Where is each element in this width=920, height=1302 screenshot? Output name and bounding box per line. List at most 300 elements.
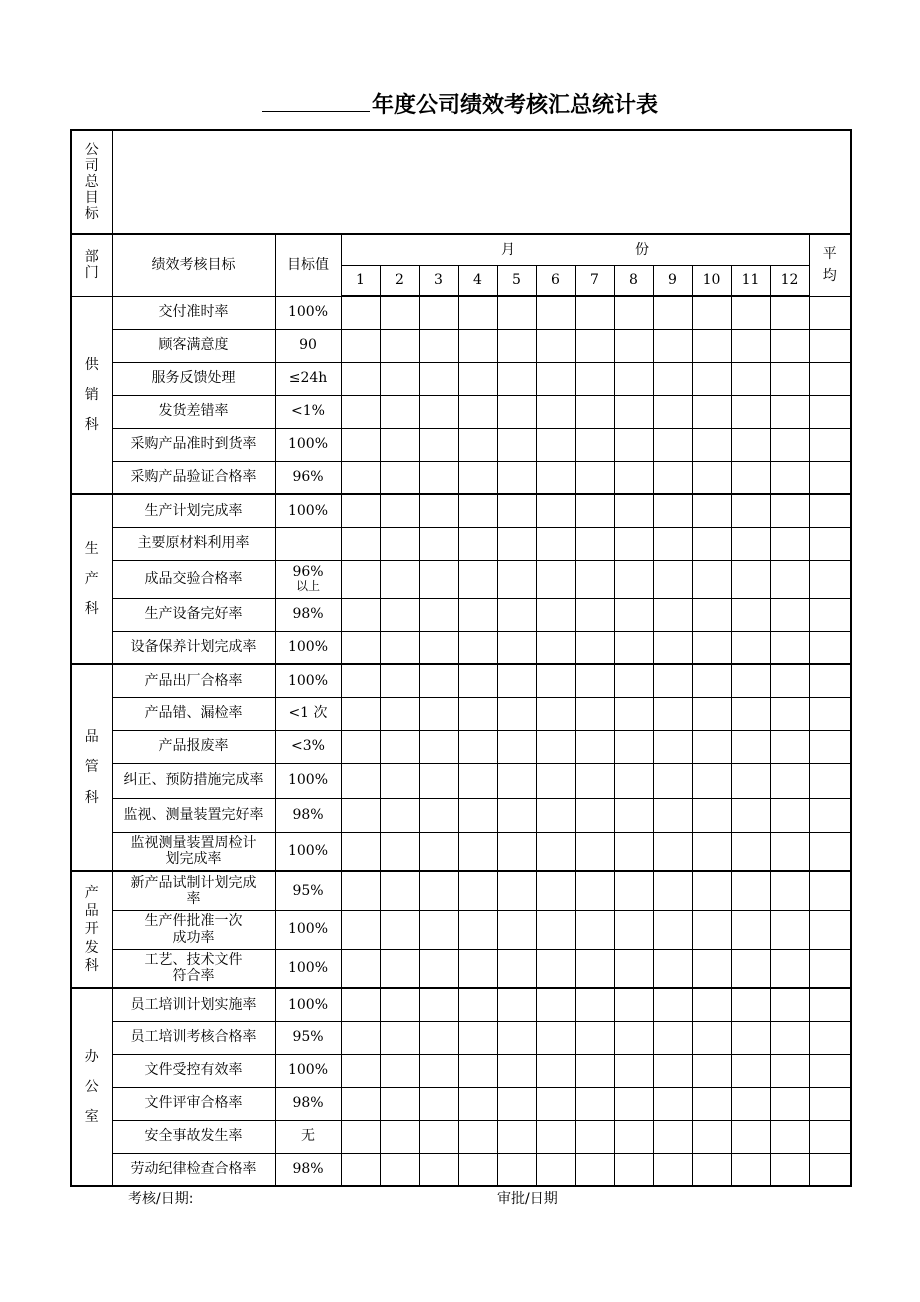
month-value-cell[interactable] bbox=[770, 428, 809, 461]
month-value-cell[interactable] bbox=[380, 329, 419, 362]
month-value-cell[interactable] bbox=[770, 560, 809, 598]
month-value-cell[interactable] bbox=[692, 798, 731, 832]
month-value-cell[interactable] bbox=[380, 832, 419, 871]
month-value-cell[interactable] bbox=[419, 988, 458, 1021]
month-value-cell[interactable] bbox=[575, 1120, 614, 1153]
month-value-cell[interactable] bbox=[653, 664, 692, 697]
month-value-cell[interactable] bbox=[458, 428, 497, 461]
month-value-cell[interactable] bbox=[731, 296, 770, 329]
average-cell[interactable] bbox=[809, 1087, 851, 1120]
month-value-cell[interactable] bbox=[497, 428, 536, 461]
month-value-cell[interactable] bbox=[497, 730, 536, 763]
month-value-cell[interactable] bbox=[653, 494, 692, 527]
month-value-cell[interactable] bbox=[575, 730, 614, 763]
month-value-cell[interactable] bbox=[380, 1153, 419, 1186]
average-cell[interactable] bbox=[809, 910, 851, 949]
month-value-cell[interactable] bbox=[458, 910, 497, 949]
month-value-cell[interactable] bbox=[575, 560, 614, 598]
month-value-cell[interactable] bbox=[341, 362, 380, 395]
month-value-cell[interactable] bbox=[770, 871, 809, 910]
month-value-cell[interactable] bbox=[536, 871, 575, 910]
month-value-cell[interactable] bbox=[731, 527, 770, 560]
month-value-cell[interactable] bbox=[341, 527, 380, 560]
month-value-cell[interactable] bbox=[419, 631, 458, 664]
month-value-cell[interactable] bbox=[614, 664, 653, 697]
month-value-cell[interactable] bbox=[536, 428, 575, 461]
month-value-cell[interactable] bbox=[770, 763, 809, 798]
month-value-cell[interactable] bbox=[731, 1120, 770, 1153]
month-value-cell[interactable] bbox=[536, 697, 575, 730]
month-value-cell[interactable] bbox=[341, 871, 380, 910]
month-value-cell[interactable] bbox=[692, 494, 731, 527]
month-value-cell[interactable] bbox=[614, 598, 653, 631]
month-value-cell[interactable] bbox=[458, 296, 497, 329]
month-value-cell[interactable] bbox=[497, 697, 536, 730]
average-cell[interactable] bbox=[809, 461, 851, 494]
month-value-cell[interactable] bbox=[692, 560, 731, 598]
average-cell[interactable] bbox=[809, 428, 851, 461]
month-value-cell[interactable] bbox=[341, 832, 380, 871]
month-value-cell[interactable] bbox=[692, 1153, 731, 1186]
average-cell[interactable] bbox=[809, 296, 851, 329]
month-value-cell[interactable] bbox=[692, 1120, 731, 1153]
month-value-cell[interactable] bbox=[653, 1054, 692, 1087]
month-value-cell[interactable] bbox=[692, 730, 731, 763]
month-value-cell[interactable] bbox=[380, 910, 419, 949]
average-cell[interactable] bbox=[809, 598, 851, 631]
month-value-cell[interactable] bbox=[653, 395, 692, 428]
average-cell[interactable] bbox=[809, 527, 851, 560]
month-value-cell[interactable] bbox=[653, 1021, 692, 1054]
month-value-cell[interactable] bbox=[419, 461, 458, 494]
month-value-cell[interactable] bbox=[536, 362, 575, 395]
month-value-cell[interactable] bbox=[419, 871, 458, 910]
month-value-cell[interactable] bbox=[653, 296, 692, 329]
month-value-cell[interactable] bbox=[419, 1087, 458, 1120]
month-value-cell[interactable] bbox=[731, 1087, 770, 1120]
month-value-cell[interactable] bbox=[731, 988, 770, 1021]
month-value-cell[interactable] bbox=[380, 560, 419, 598]
month-value-cell[interactable] bbox=[575, 798, 614, 832]
month-value-cell[interactable] bbox=[692, 910, 731, 949]
month-value-cell[interactable] bbox=[653, 988, 692, 1021]
month-value-cell[interactable] bbox=[614, 1087, 653, 1120]
month-value-cell[interactable] bbox=[458, 329, 497, 362]
month-value-cell[interactable] bbox=[692, 395, 731, 428]
month-value-cell[interactable] bbox=[614, 560, 653, 598]
month-value-cell[interactable] bbox=[770, 631, 809, 664]
company-goal-cell[interactable] bbox=[112, 130, 851, 234]
month-value-cell[interactable] bbox=[692, 1087, 731, 1120]
month-value-cell[interactable] bbox=[380, 1120, 419, 1153]
month-value-cell[interactable] bbox=[770, 362, 809, 395]
month-value-cell[interactable] bbox=[458, 730, 497, 763]
month-value-cell[interactable] bbox=[614, 871, 653, 910]
month-value-cell[interactable] bbox=[458, 560, 497, 598]
month-value-cell[interactable] bbox=[380, 428, 419, 461]
month-value-cell[interactable] bbox=[731, 910, 770, 949]
month-value-cell[interactable] bbox=[419, 598, 458, 631]
month-value-cell[interactable] bbox=[536, 730, 575, 763]
month-value-cell[interactable] bbox=[458, 871, 497, 910]
month-value-cell[interactable] bbox=[770, 832, 809, 871]
month-value-cell[interactable] bbox=[497, 871, 536, 910]
month-value-cell[interactable] bbox=[380, 461, 419, 494]
month-value-cell[interactable] bbox=[653, 527, 692, 560]
month-value-cell[interactable] bbox=[536, 461, 575, 494]
month-value-cell[interactable] bbox=[575, 395, 614, 428]
average-cell[interactable] bbox=[809, 798, 851, 832]
month-value-cell[interactable] bbox=[380, 988, 419, 1021]
month-value-cell[interactable] bbox=[536, 832, 575, 871]
month-value-cell[interactable] bbox=[731, 428, 770, 461]
month-value-cell[interactable] bbox=[731, 1021, 770, 1054]
month-value-cell[interactable] bbox=[341, 631, 380, 664]
month-value-cell[interactable] bbox=[497, 461, 536, 494]
month-value-cell[interactable] bbox=[692, 871, 731, 910]
month-value-cell[interactable] bbox=[692, 664, 731, 697]
month-value-cell[interactable] bbox=[536, 798, 575, 832]
month-value-cell[interactable] bbox=[614, 428, 653, 461]
month-value-cell[interactable] bbox=[692, 631, 731, 664]
month-value-cell[interactable] bbox=[419, 1153, 458, 1186]
month-value-cell[interactable] bbox=[458, 798, 497, 832]
month-value-cell[interactable] bbox=[419, 763, 458, 798]
month-value-cell[interactable] bbox=[770, 527, 809, 560]
month-value-cell[interactable] bbox=[497, 910, 536, 949]
month-value-cell[interactable] bbox=[575, 1021, 614, 1054]
month-value-cell[interactable] bbox=[692, 697, 731, 730]
average-cell[interactable] bbox=[809, 1021, 851, 1054]
month-value-cell[interactable] bbox=[653, 560, 692, 598]
month-value-cell[interactable] bbox=[380, 527, 419, 560]
month-value-cell[interactable] bbox=[536, 598, 575, 631]
month-value-cell[interactable] bbox=[341, 1087, 380, 1120]
month-value-cell[interactable] bbox=[731, 798, 770, 832]
month-value-cell[interactable] bbox=[380, 1021, 419, 1054]
month-value-cell[interactable] bbox=[419, 494, 458, 527]
month-value-cell[interactable] bbox=[458, 763, 497, 798]
average-cell[interactable] bbox=[809, 1153, 851, 1186]
month-value-cell[interactable] bbox=[614, 296, 653, 329]
month-value-cell[interactable] bbox=[458, 697, 497, 730]
month-value-cell[interactable] bbox=[653, 428, 692, 461]
month-value-cell[interactable] bbox=[458, 988, 497, 1021]
month-value-cell[interactable] bbox=[419, 798, 458, 832]
month-value-cell[interactable] bbox=[770, 1153, 809, 1186]
month-value-cell[interactable] bbox=[380, 1054, 419, 1087]
month-value-cell[interactable] bbox=[458, 527, 497, 560]
month-value-cell[interactable] bbox=[458, 1054, 497, 1087]
month-value-cell[interactable] bbox=[575, 461, 614, 494]
month-value-cell[interactable] bbox=[614, 631, 653, 664]
average-cell[interactable] bbox=[809, 730, 851, 763]
month-value-cell[interactable] bbox=[497, 1153, 536, 1186]
month-value-cell[interactable] bbox=[614, 763, 653, 798]
month-value-cell[interactable] bbox=[458, 494, 497, 527]
month-value-cell[interactable] bbox=[692, 527, 731, 560]
month-value-cell[interactable] bbox=[770, 395, 809, 428]
average-cell[interactable] bbox=[809, 988, 851, 1021]
month-value-cell[interactable] bbox=[497, 329, 536, 362]
average-cell[interactable] bbox=[809, 362, 851, 395]
month-value-cell[interactable] bbox=[731, 329, 770, 362]
month-value-cell[interactable] bbox=[731, 871, 770, 910]
month-value-cell[interactable] bbox=[380, 871, 419, 910]
month-value-cell[interactable] bbox=[497, 560, 536, 598]
month-value-cell[interactable] bbox=[380, 730, 419, 763]
month-value-cell[interactable] bbox=[614, 832, 653, 871]
average-cell[interactable] bbox=[809, 494, 851, 527]
month-value-cell[interactable] bbox=[536, 910, 575, 949]
month-value-cell[interactable] bbox=[575, 763, 614, 798]
month-value-cell[interactable] bbox=[341, 910, 380, 949]
month-value-cell[interactable] bbox=[770, 949, 809, 988]
month-value-cell[interactable] bbox=[614, 329, 653, 362]
month-value-cell[interactable] bbox=[458, 362, 497, 395]
average-cell[interactable] bbox=[809, 697, 851, 730]
month-value-cell[interactable] bbox=[419, 1021, 458, 1054]
month-value-cell[interactable] bbox=[575, 832, 614, 871]
month-value-cell[interactable] bbox=[341, 1120, 380, 1153]
month-value-cell[interactable] bbox=[419, 329, 458, 362]
month-value-cell[interactable] bbox=[614, 494, 653, 527]
month-value-cell[interactable] bbox=[770, 1054, 809, 1087]
month-value-cell[interactable] bbox=[575, 296, 614, 329]
month-value-cell[interactable] bbox=[536, 395, 575, 428]
average-cell[interactable] bbox=[809, 395, 851, 428]
month-value-cell[interactable] bbox=[341, 664, 380, 697]
average-cell[interactable] bbox=[809, 631, 851, 664]
month-value-cell[interactable] bbox=[614, 1120, 653, 1153]
month-value-cell[interactable] bbox=[614, 697, 653, 730]
month-value-cell[interactable] bbox=[458, 631, 497, 664]
month-value-cell[interactable] bbox=[575, 329, 614, 362]
month-value-cell[interactable] bbox=[341, 598, 380, 631]
month-value-cell[interactable] bbox=[497, 949, 536, 988]
month-value-cell[interactable] bbox=[770, 1021, 809, 1054]
month-value-cell[interactable] bbox=[770, 598, 809, 631]
month-value-cell[interactable] bbox=[575, 1054, 614, 1087]
month-value-cell[interactable] bbox=[497, 395, 536, 428]
month-value-cell[interactable] bbox=[458, 395, 497, 428]
month-value-cell[interactable] bbox=[575, 988, 614, 1021]
month-value-cell[interactable] bbox=[497, 1120, 536, 1153]
month-value-cell[interactable] bbox=[536, 763, 575, 798]
month-value-cell[interactable] bbox=[692, 949, 731, 988]
month-value-cell[interactable] bbox=[731, 560, 770, 598]
month-value-cell[interactable] bbox=[614, 1054, 653, 1087]
month-value-cell[interactable] bbox=[536, 296, 575, 329]
month-value-cell[interactable] bbox=[380, 395, 419, 428]
month-value-cell[interactable] bbox=[692, 329, 731, 362]
month-value-cell[interactable] bbox=[497, 988, 536, 1021]
month-value-cell[interactable] bbox=[731, 631, 770, 664]
month-value-cell[interactable] bbox=[380, 598, 419, 631]
month-value-cell[interactable] bbox=[692, 598, 731, 631]
month-value-cell[interactable] bbox=[341, 329, 380, 362]
month-value-cell[interactable] bbox=[497, 1087, 536, 1120]
month-value-cell[interactable] bbox=[536, 1120, 575, 1153]
month-value-cell[interactable] bbox=[770, 730, 809, 763]
month-value-cell[interactable] bbox=[653, 763, 692, 798]
month-value-cell[interactable] bbox=[458, 598, 497, 631]
month-value-cell[interactable] bbox=[536, 1153, 575, 1186]
month-value-cell[interactable] bbox=[536, 494, 575, 527]
month-value-cell[interactable] bbox=[653, 1087, 692, 1120]
month-value-cell[interactable] bbox=[341, 296, 380, 329]
month-value-cell[interactable] bbox=[497, 527, 536, 560]
month-value-cell[interactable] bbox=[536, 631, 575, 664]
month-value-cell[interactable] bbox=[731, 664, 770, 697]
month-value-cell[interactable] bbox=[497, 763, 536, 798]
month-value-cell[interactable] bbox=[536, 560, 575, 598]
month-value-cell[interactable] bbox=[770, 296, 809, 329]
month-value-cell[interactable] bbox=[692, 296, 731, 329]
month-value-cell[interactable] bbox=[380, 949, 419, 988]
month-value-cell[interactable] bbox=[497, 1021, 536, 1054]
month-value-cell[interactable] bbox=[692, 988, 731, 1021]
average-cell[interactable] bbox=[809, 949, 851, 988]
month-value-cell[interactable] bbox=[692, 832, 731, 871]
month-value-cell[interactable] bbox=[614, 395, 653, 428]
month-value-cell[interactable] bbox=[575, 527, 614, 560]
month-value-cell[interactable] bbox=[731, 362, 770, 395]
month-value-cell[interactable] bbox=[575, 1153, 614, 1186]
month-value-cell[interactable] bbox=[497, 296, 536, 329]
average-cell[interactable] bbox=[809, 1120, 851, 1153]
month-value-cell[interactable] bbox=[458, 664, 497, 697]
month-value-cell[interactable] bbox=[692, 763, 731, 798]
month-value-cell[interactable] bbox=[692, 1054, 731, 1087]
month-value-cell[interactable] bbox=[731, 598, 770, 631]
month-value-cell[interactable] bbox=[653, 362, 692, 395]
month-value-cell[interactable] bbox=[614, 798, 653, 832]
month-value-cell[interactable] bbox=[575, 697, 614, 730]
month-value-cell[interactable] bbox=[419, 949, 458, 988]
month-value-cell[interactable] bbox=[341, 730, 380, 763]
month-value-cell[interactable] bbox=[614, 988, 653, 1021]
average-cell[interactable] bbox=[809, 832, 851, 871]
month-value-cell[interactable] bbox=[536, 1054, 575, 1087]
month-value-cell[interactable] bbox=[614, 910, 653, 949]
month-value-cell[interactable] bbox=[458, 1153, 497, 1186]
year-blank[interactable] bbox=[262, 91, 370, 112]
month-value-cell[interactable] bbox=[614, 949, 653, 988]
month-value-cell[interactable] bbox=[380, 798, 419, 832]
month-value-cell[interactable] bbox=[731, 1153, 770, 1186]
month-value-cell[interactable] bbox=[575, 664, 614, 697]
month-value-cell[interactable] bbox=[536, 1021, 575, 1054]
month-value-cell[interactable] bbox=[497, 798, 536, 832]
month-value-cell[interactable] bbox=[419, 1120, 458, 1153]
month-value-cell[interactable] bbox=[419, 664, 458, 697]
month-value-cell[interactable] bbox=[731, 730, 770, 763]
month-value-cell[interactable] bbox=[536, 664, 575, 697]
month-value-cell[interactable] bbox=[575, 631, 614, 664]
month-value-cell[interactable] bbox=[614, 730, 653, 763]
month-value-cell[interactable] bbox=[575, 910, 614, 949]
month-value-cell[interactable] bbox=[458, 949, 497, 988]
month-value-cell[interactable] bbox=[380, 1087, 419, 1120]
month-value-cell[interactable] bbox=[419, 296, 458, 329]
month-value-cell[interactable] bbox=[731, 697, 770, 730]
average-cell[interactable] bbox=[809, 763, 851, 798]
month-value-cell[interactable] bbox=[653, 871, 692, 910]
month-value-cell[interactable] bbox=[653, 329, 692, 362]
month-value-cell[interactable] bbox=[614, 461, 653, 494]
month-value-cell[interactable] bbox=[692, 461, 731, 494]
month-value-cell[interactable] bbox=[341, 798, 380, 832]
month-value-cell[interactable] bbox=[419, 527, 458, 560]
month-value-cell[interactable] bbox=[497, 362, 536, 395]
month-value-cell[interactable] bbox=[653, 798, 692, 832]
month-value-cell[interactable] bbox=[653, 461, 692, 494]
month-value-cell[interactable] bbox=[458, 1087, 497, 1120]
month-value-cell[interactable] bbox=[770, 910, 809, 949]
month-value-cell[interactable] bbox=[341, 560, 380, 598]
month-value-cell[interactable] bbox=[575, 871, 614, 910]
month-value-cell[interactable] bbox=[380, 631, 419, 664]
month-value-cell[interactable] bbox=[653, 1120, 692, 1153]
month-value-cell[interactable] bbox=[380, 763, 419, 798]
month-value-cell[interactable] bbox=[341, 428, 380, 461]
month-value-cell[interactable] bbox=[575, 494, 614, 527]
month-value-cell[interactable] bbox=[419, 428, 458, 461]
month-value-cell[interactable] bbox=[653, 598, 692, 631]
month-value-cell[interactable] bbox=[653, 697, 692, 730]
month-value-cell[interactable] bbox=[341, 461, 380, 494]
month-value-cell[interactable] bbox=[458, 1021, 497, 1054]
month-value-cell[interactable] bbox=[341, 1153, 380, 1186]
month-value-cell[interactable] bbox=[731, 949, 770, 988]
month-value-cell[interactable] bbox=[653, 631, 692, 664]
average-cell[interactable] bbox=[809, 664, 851, 697]
month-value-cell[interactable] bbox=[419, 560, 458, 598]
month-value-cell[interactable] bbox=[575, 598, 614, 631]
month-value-cell[interactable] bbox=[497, 1054, 536, 1087]
month-value-cell[interactable] bbox=[692, 362, 731, 395]
month-value-cell[interactable] bbox=[614, 1153, 653, 1186]
month-value-cell[interactable] bbox=[731, 494, 770, 527]
month-value-cell[interactable] bbox=[380, 296, 419, 329]
month-value-cell[interactable] bbox=[731, 395, 770, 428]
month-value-cell[interactable] bbox=[770, 988, 809, 1021]
month-value-cell[interactable] bbox=[653, 832, 692, 871]
average-cell[interactable] bbox=[809, 560, 851, 598]
month-value-cell[interactable] bbox=[458, 461, 497, 494]
month-value-cell[interactable] bbox=[497, 664, 536, 697]
month-value-cell[interactable] bbox=[614, 362, 653, 395]
month-value-cell[interactable] bbox=[536, 527, 575, 560]
month-value-cell[interactable] bbox=[536, 1087, 575, 1120]
month-value-cell[interactable] bbox=[341, 949, 380, 988]
month-value-cell[interactable] bbox=[575, 949, 614, 988]
month-value-cell[interactable] bbox=[575, 1087, 614, 1120]
average-cell[interactable] bbox=[809, 329, 851, 362]
month-value-cell[interactable] bbox=[341, 1021, 380, 1054]
month-value-cell[interactable] bbox=[770, 798, 809, 832]
month-value-cell[interactable] bbox=[341, 988, 380, 1021]
average-cell[interactable] bbox=[809, 1054, 851, 1087]
month-value-cell[interactable] bbox=[419, 395, 458, 428]
month-value-cell[interactable] bbox=[419, 832, 458, 871]
month-value-cell[interactable] bbox=[341, 697, 380, 730]
month-value-cell[interactable] bbox=[653, 730, 692, 763]
month-value-cell[interactable] bbox=[536, 329, 575, 362]
month-value-cell[interactable] bbox=[692, 428, 731, 461]
month-value-cell[interactable] bbox=[497, 832, 536, 871]
